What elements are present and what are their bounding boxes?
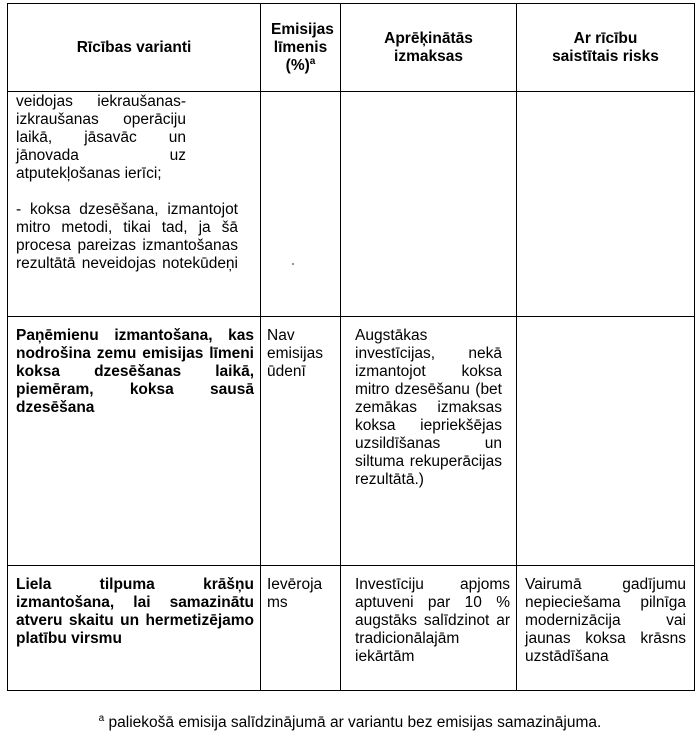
option-cell bbox=[8, 92, 261, 317]
risk-text: Vairumā gadījumu nepieciešama pilnīga modernizācija vai jaunas koksa krāsns uzstādīšana bbox=[525, 576, 686, 665]
footnote-mark: a bbox=[309, 55, 316, 67]
cost-cell bbox=[341, 317, 517, 566]
emission-cell bbox=[261, 92, 341, 317]
cost-cell bbox=[341, 92, 517, 317]
cost-cell bbox=[341, 566, 517, 691]
header-row bbox=[8, 4, 695, 92]
option-text: Liela tilpuma krāšņu izmantošana, lai samazinātu atveru skaitu un hermetizējamo platību virsmu bbox=[16, 576, 254, 647]
footnote-mark: a bbox=[98, 713, 105, 724]
cost-text: Augstākas investīcijas, nekā izmantojot koksa mitro dzesēšanu (bet zemākas izmaksas koksa iepriekšējas uzsildīšanas un siltuma rekuperācijas rezultātā.) bbox=[355, 327, 502, 488]
risk-cell bbox=[517, 566, 695, 691]
emission-text: Ievērojams bbox=[267, 576, 323, 611]
cost-text: Investīciju apjoms aptuveni par 10 % augstāks salīdzinot ar tradicionālajām iekārtām bbox=[355, 576, 510, 665]
header-estimated-costs: Aprēķinātās izmaksas bbox=[341, 4, 517, 92]
option-text: Paņēmienu izmantošana, kas nodrošina zemu emisijas līmeni koksa dzesēšanas laikā, piemēram, koksa sausā dzesēšana bbox=[16, 327, 254, 416]
table-row bbox=[8, 92, 695, 317]
emission-cell bbox=[261, 317, 341, 566]
footnote bbox=[0, 710, 700, 732]
option-text: veidojas iekraušanas-izkraušanas operāciju laikā, jāsavāc un jānovada uz atputekļošanas ierīci; bbox=[16, 93, 186, 182]
measures-table bbox=[7, 3, 695, 691]
footnote-text: paliekošā emisija salīdzinājumā ar variantu bez emisijas samazinājuma. bbox=[104, 714, 602, 732]
emission-text: Nav emisijas ūdenī bbox=[267, 327, 323, 380]
option-cell bbox=[8, 317, 261, 566]
option-text: - koksa dzesēšana, izmantojot mitro metodi, tikai tad, ja šā procesa pareizas izmantošanas rezultātā neveidojas notekūdeņi bbox=[16, 201, 238, 272]
emission-cell bbox=[261, 566, 341, 691]
table-row bbox=[8, 317, 695, 566]
table-row bbox=[8, 566, 695, 691]
header-emission-level: Emisijas līmenis (%)$^a$ bbox=[261, 4, 341, 92]
header-risk: Ar rīcību saistītais risks bbox=[517, 4, 695, 92]
risk-cell bbox=[517, 92, 695, 317]
header-options: Rīcības varianti bbox=[8, 4, 261, 92]
risk-cell bbox=[517, 317, 695, 566]
scan-speck bbox=[292, 263, 294, 265]
option-cell bbox=[8, 566, 261, 691]
